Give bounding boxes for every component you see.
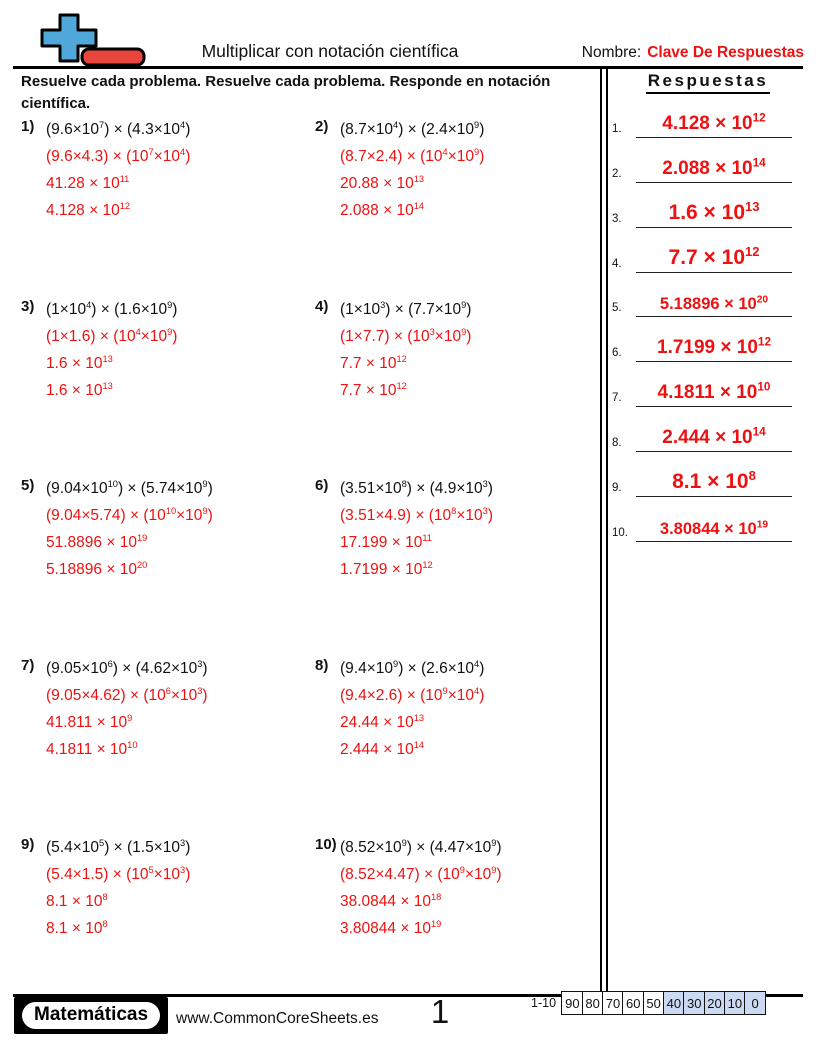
answer-item-3 [612, 183, 804, 228]
problem-item-8 [315, 655, 599, 835]
problem-expression: $(8.7\times 10^4) \times (2.4\times 10^9)$ [340, 119, 485, 138]
problem-number: 6) [315, 477, 329, 494]
answer-blank [636, 198, 792, 228]
problem-expression: $(3.51\times 10^8) \times (4.9\times 10^3)$ [340, 478, 493, 497]
page-number: 1 [430, 993, 450, 1030]
work-line: $(3.51\times 4.9) \times (10^8\times 10^3)$ [340, 505, 493, 524]
problem-number: 8) [315, 656, 329, 674]
problem-item-9 [21, 834, 315, 1014]
work-line: $38.0844 \times 10^{18}$ [340, 891, 442, 910]
column-divider [600, 66, 608, 993]
page-title: Multiplicar con notación científica [201, 41, 459, 61]
work-line: $5.18896 \times 10^{20}$ [46, 559, 148, 578]
problem-item-4 [315, 296, 599, 476]
problem-number: 3) [21, 297, 35, 315]
answer-number: 9. [612, 482, 622, 495]
problem-number: 10) [315, 836, 337, 853]
answer-value: $3.80844 \times 10^{19}$ [659, 519, 769, 538]
work-line: $41.811 \times 10^9$ [46, 712, 133, 731]
problem-expression: $(9.4\times 10^9) \times (2.6\times 10^4)$ [340, 658, 485, 677]
answer-value: $1.7199 \times 10^{12}$ [657, 336, 771, 359]
work-line: $7.7 \times 10^{12}$ [340, 380, 407, 399]
work-line: $8.1 \times 10^8$ [46, 891, 108, 910]
score-cell: 80 [582, 991, 604, 1015]
work-line: $(1\times 7.7) \times (10^3\times 10^9)$ [340, 326, 472, 345]
answer-item-8 [612, 407, 804, 452]
work-line: $8.1 \times 10^8$ [46, 918, 108, 937]
instructions-text: Resuelve cada problema. Resuelve cada problema. Responde en notación científica. [21, 73, 551, 112]
score-cell: 20 [704, 991, 726, 1015]
name-row [582, 44, 804, 62]
answer-blank [636, 113, 792, 138]
problem-item-3 [21, 296, 315, 476]
answer-blank [636, 427, 792, 452]
work-line: $24.44 \times 10^{13}$ [340, 712, 425, 731]
problem-expression: $(9.6\times 10^7) \times (4.3\times 10^4)$ [46, 119, 191, 138]
problem-expression: $(5.4\times 10^5) \times (1.5\times 10^3)$ [46, 837, 191, 856]
problem-expression: $(9.05\times 10^6) \times (4.62\times 10^3)$ [46, 658, 208, 677]
score-table [531, 991, 766, 1015]
answer-number: 2. [612, 167, 622, 180]
answer-blank [636, 295, 792, 317]
problem-number: 9) [21, 836, 35, 853]
work-line: $51.8896 \times 10^{19}$ [46, 532, 148, 551]
work-line: $(1\times 1.6) \times (10^4\times 10^9)$ [46, 326, 178, 345]
score-cell: 70 [602, 991, 624, 1015]
answer-blank [636, 243, 792, 273]
work-line: $(8.7\times 2.4) \times (10^4\times 10^9)$ [340, 146, 485, 165]
problem-expression: $(9.04\times 10^{10}) \times (5.74\times 10^9)$ [46, 478, 213, 497]
work-line: $17.199 \times 10^{11}$ [340, 532, 432, 551]
work-line: $1.6 \times 10^{13}$ [46, 353, 113, 372]
answer-value: $8.1 \times 10^8$ [672, 468, 756, 494]
header-rule [13, 66, 803, 69]
work-line: $20.88 \times 10^{13}$ [340, 173, 425, 192]
work-line: $1.7199 \times 10^{12}$ [340, 559, 433, 578]
score-cell: 50 [643, 991, 665, 1015]
answer-item-7 [612, 362, 804, 407]
answer-item-9 [612, 452, 804, 497]
problem-expression: $(1\times 10^4) \times (1.6\times 10^9)$ [46, 299, 178, 318]
answer-number: 5. [612, 302, 622, 315]
name-label: Nombre: [581, 44, 642, 61]
answer-item-4 [612, 228, 804, 273]
problem-item-1 [21, 116, 315, 296]
answer-item-2 [612, 138, 804, 183]
answer-number: 3. [612, 212, 622, 225]
answer-number: 10. [612, 526, 628, 539]
score-cell: 10 [724, 991, 746, 1015]
score-cell: 60 [622, 991, 644, 1015]
problem-item-2 [315, 116, 599, 296]
answer-blank [636, 520, 792, 542]
problem-number: 5) [21, 477, 35, 494]
answers-header [612, 71, 804, 94]
answer-number: 1. [612, 122, 622, 135]
answer-value: $2.444 \times 10^{14}$ [662, 425, 766, 449]
problem-item-5 [21, 475, 315, 655]
answer-item-1 [612, 93, 804, 138]
answer-number: 4. [612, 257, 622, 270]
problem-item-10 [315, 834, 599, 1014]
problem-expression: $(1\times 10^3) \times (7.7\times 10^9)$ [340, 299, 472, 318]
problems-grid [21, 116, 599, 1014]
website-url: www.CommonCoreSheets.es [176, 1010, 379, 1027]
work-line: $(8.52\times 4.47) \times (10^9\times 10^9)$ [340, 864, 502, 883]
answer-value: $5.18896 \times 10^{20}$ [659, 294, 769, 314]
work-line: $(9.4\times 2.6) \times (10^9\times 10^4)$ [340, 685, 485, 704]
answer-number: 8. [612, 437, 622, 450]
answer-number: 6. [612, 347, 622, 360]
answer-blank [636, 337, 792, 362]
answer-blank [636, 158, 792, 183]
work-line: $(9.04\times 5.74) \times (10^{10}\times 10^9)$ [46, 505, 213, 524]
answers-list [612, 93, 804, 542]
work-line: $7.7 \times 10^{12}$ [340, 353, 407, 372]
answer-blank [636, 382, 792, 407]
work-line: $4.128 \times 10^{12}$ [46, 200, 131, 219]
answer-value: $4.1811 \times 10^{10}$ [657, 380, 771, 404]
score-cell: 30 [683, 991, 705, 1015]
work-line: $(9.6\times 4.3) \times (10^7\times 10^4)$ [46, 146, 191, 165]
answers-title: Respuestas [646, 71, 770, 94]
work-line: $41.28 \times 10^{11}$ [46, 173, 130, 192]
commoncoresheets-plus-minus-logo-icon [38, 13, 150, 67]
brand-badge [14, 997, 168, 1034]
answer-blank [636, 470, 792, 497]
score-cell: 40 [663, 991, 685, 1015]
answer-item-6 [612, 317, 804, 362]
brand-name: Matemáticas [22, 1002, 160, 1029]
answer-item-5 [612, 273, 804, 318]
work-line: $1.6 \times 10^{13}$ [46, 380, 113, 399]
work-line: $4.1811 \times 10^{10}$ [46, 739, 138, 758]
answer-value: $2.088 \times 10^{14}$ [662, 156, 766, 179]
work-line: $2.444 \times 10^{14}$ [340, 739, 425, 758]
work-line: $(5.4\times 1.5) \times (10^5\times 10^3)$ [46, 864, 191, 883]
work-line: $(9.05\times 4.62) \times (10^6\times 10^3)$ [46, 685, 208, 704]
problem-number: 7) [21, 656, 35, 674]
problem-number: 2) [315, 118, 329, 135]
score-cells [563, 991, 766, 1015]
answer-value: $7.7 \times 10^{12}$ [668, 243, 760, 269]
problem-item-7 [21, 655, 315, 835]
problem-number: 4) [315, 297, 329, 315]
work-line: $3.80844 \times 10^{19}$ [340, 918, 442, 937]
answer-key-label: Clave De Respuestas [647, 44, 804, 61]
score-cell: 0 [744, 991, 766, 1015]
problem-item-6 [315, 475, 599, 655]
problem-number: 1) [21, 118, 35, 135]
score-cell: 90 [561, 991, 583, 1015]
problem-expression: $(8.52\times 10^9) \times (4.47\times 10^9)$ [340, 837, 502, 856]
answer-value: $4.128 \times 10^{12}$ [662, 111, 766, 134]
score-range-label: 1-10 [531, 996, 557, 1010]
work-line: $2.088 \times 10^{14}$ [340, 200, 425, 219]
answer-item-10 [612, 497, 804, 542]
answer-value: $1.6 \times 10^{13}$ [668, 198, 760, 224]
answer-number: 7. [612, 392, 622, 405]
